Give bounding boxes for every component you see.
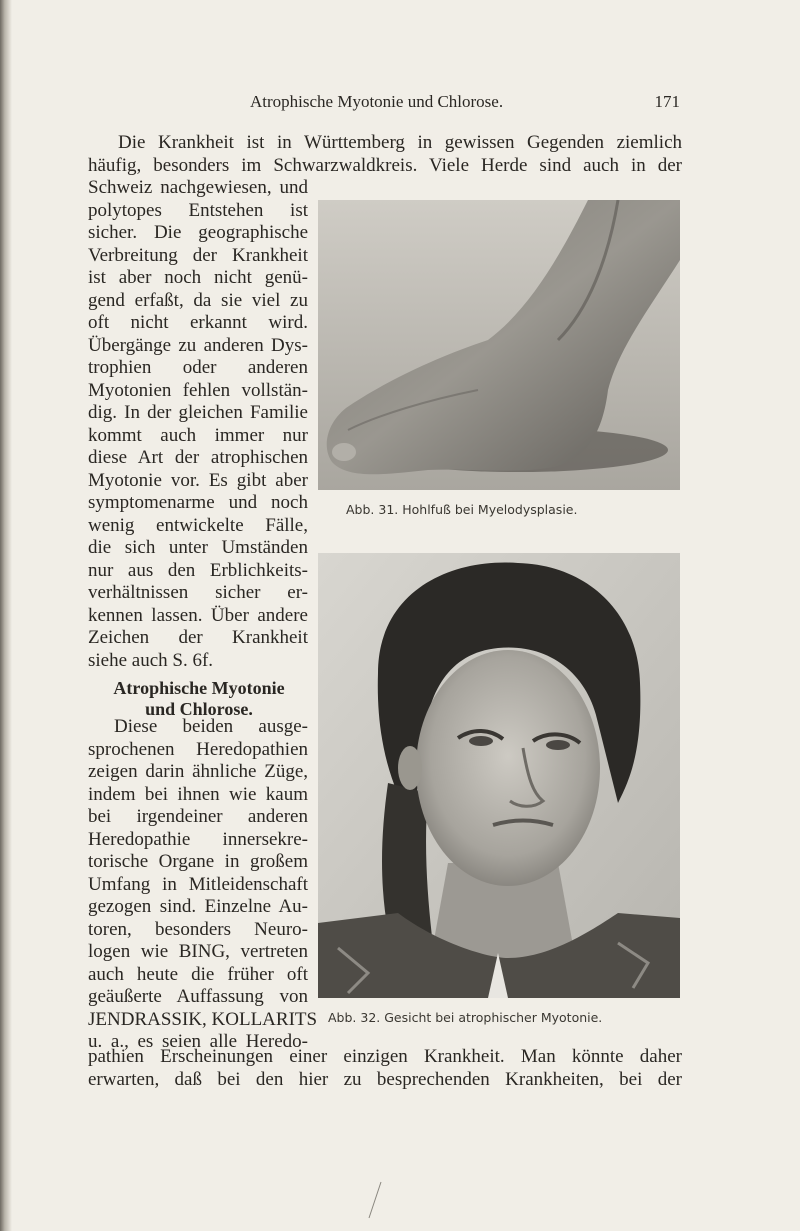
paragraph-left-column: [88, 177, 308, 672]
section-heading-line: Atrophische Myotonie: [113, 678, 285, 698]
section-heading-line: und Chlorose.: [145, 699, 253, 719]
text-line: Myotonie vor. Es gibt aber: [88, 469, 308, 491]
text-line: kennen lassen. Über andere: [88, 604, 308, 626]
text-line: polytopes Entstehen ist: [88, 199, 308, 221]
text-line: Verbreitung der Krankheit: [88, 244, 308, 266]
text-line: Diese beiden ausge-: [114, 716, 308, 737]
text-line: trophien oder anderen: [88, 357, 308, 378]
text-line: JENDRASSIK, KOLLARITS: [88, 1008, 318, 1030]
foot-photo-drawing: [318, 200, 680, 490]
running-head-title: Atrophische Myotonie und Chlorose.: [250, 92, 504, 111]
text-line: diese Art der atrophischen: [88, 447, 308, 468]
text-line: siehe auch S. 6f.: [88, 649, 214, 671]
figure-caption: Abb. 31. Hohlfuß bei Myelodysplasie.: [346, 502, 578, 517]
figure-face-photo: [318, 553, 680, 998]
paragraph-top: [88, 132, 682, 177]
text-line: oft nicht erkannt wird.: [88, 312, 308, 333]
section-heading: [88, 678, 310, 720]
text-line: sicher. Die geographische: [88, 222, 308, 243]
text-line: verhältnissen sicher er-: [88, 582, 308, 603]
text-line: pathien Erscheinungen einer einzigen Krankheit. Man könnte daher: [88, 1046, 682, 1067]
text-line: torische Organe in großem: [88, 851, 308, 872]
stray-pen-mark: [365, 1180, 385, 1220]
text-line: Zeichen der Krankheit: [88, 627, 308, 648]
text-line: logen wie BING, vertreten: [88, 941, 308, 962]
text-line: auch heute die früher oft: [88, 963, 308, 985]
text-line: Die Krankheit ist in Württemberg in gewissen Gegenden ziemlich: [118, 132, 682, 153]
text-line: zeigen darin ähnliche Züge,: [88, 761, 308, 782]
text-line: indem bei ihnen wie kaum: [88, 783, 308, 805]
text-line: wenig entwickelte Fälle,: [88, 514, 308, 536]
text-line: Myotonien fehlen vollstän-: [88, 379, 308, 401]
paragraph-section: [88, 716, 318, 1054]
text-line: Heredopathie innersekre-: [88, 828, 308, 850]
text-line: bei irgendeiner anderen: [88, 806, 308, 827]
text-line: häufig, besonders im Schwarzwaldkreis. Viele Herde sind auch in der: [88, 154, 682, 176]
text-line: erwarten, daß bei den hier zu besprechenden Krankheiten, bei der: [88, 1068, 682, 1090]
text-line: geäußerte Auffassung von: [88, 986, 308, 1007]
text-line: u. a., es seien alle Heredo-: [88, 1031, 308, 1052]
face-photo-drawing: [318, 553, 680, 998]
figure-foot-photo: [318, 200, 680, 490]
text-line: Umfang in Mitleidenschaft: [88, 873, 308, 895]
text-line: toren, besonders Neuro-: [88, 918, 308, 940]
page-number: 171: [654, 92, 680, 111]
text-line: sprochenen Heredopathien: [88, 738, 308, 760]
text-line: nur aus den Erblichkeits-: [88, 559, 308, 581]
text-line: Schweiz nachgewiesen, und: [88, 177, 308, 198]
text-line: ist aber noch nicht genü-: [88, 267, 308, 288]
figure-caption: Abb. 32. Gesicht bei atrophischer Myotonie.: [328, 1010, 603, 1025]
text-line: symptomenarme und noch: [88, 492, 308, 513]
text-line: Übergänge zu anderen Dys-: [88, 334, 308, 356]
text-line: kommt auch immer nur: [88, 424, 308, 446]
page-edge-shadow: [0, 0, 12, 1231]
text-line: gend erfaßt, da sie viel zu: [88, 289, 308, 311]
text-line: gezogen sind. Einzelne Au-: [88, 896, 308, 917]
paragraph-bottom: [88, 1046, 682, 1091]
text-line: die sich unter Umständen: [88, 537, 308, 558]
text-line: dig. In der gleichen Familie: [88, 402, 308, 423]
running-head: [250, 92, 680, 116]
